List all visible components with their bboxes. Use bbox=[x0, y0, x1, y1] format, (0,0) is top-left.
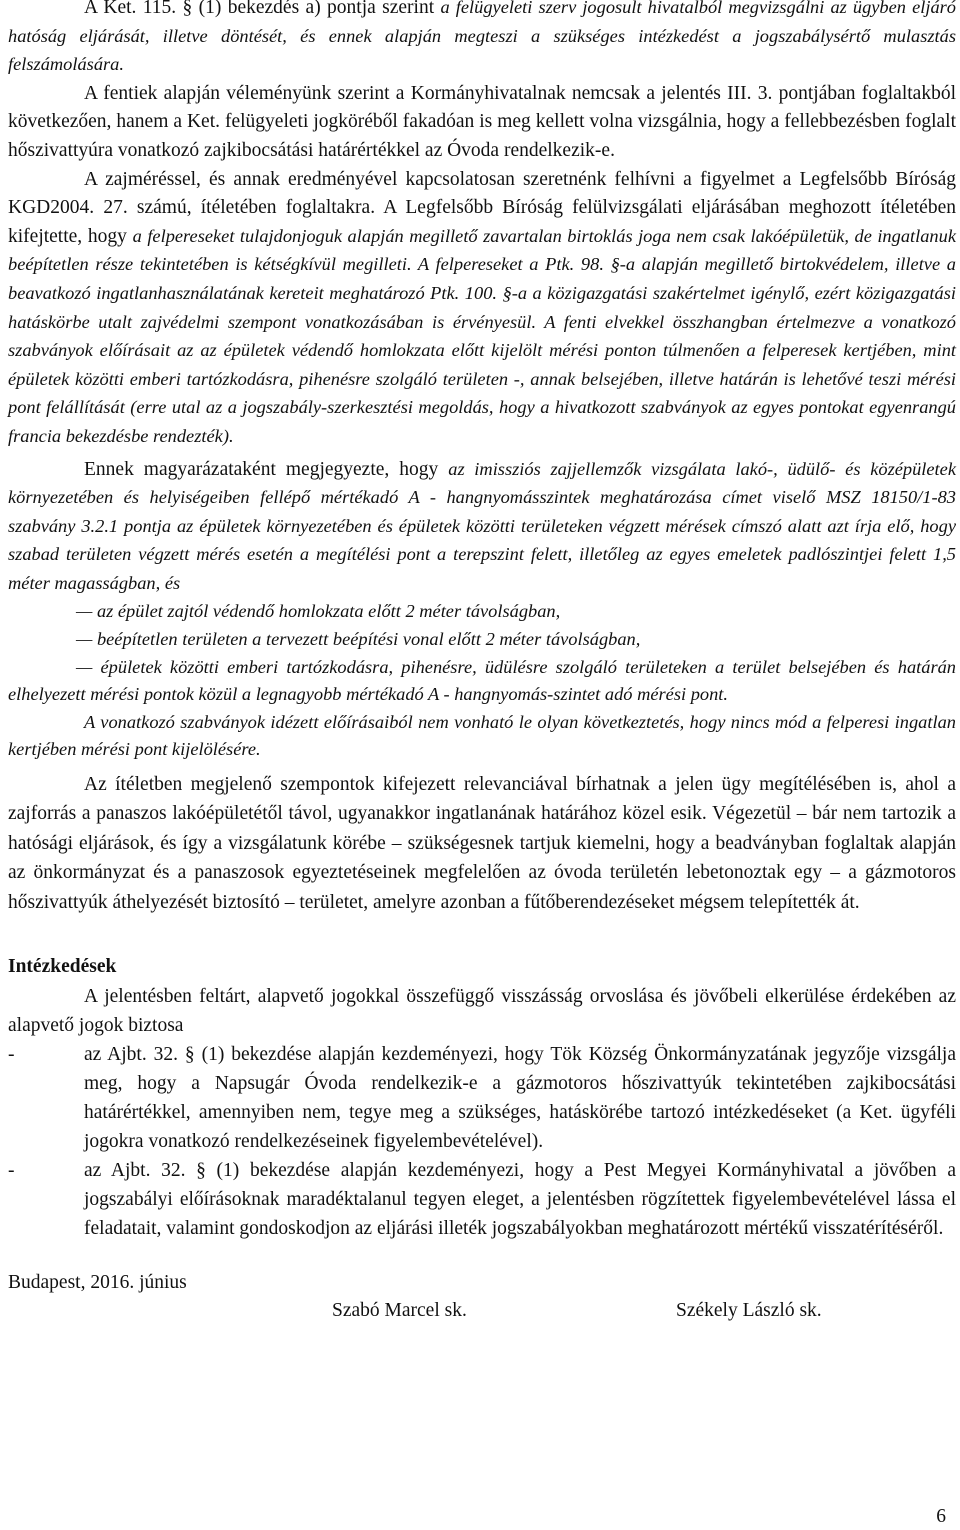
signature-szabo: Szabó Marcel sk. bbox=[332, 1300, 467, 1322]
measures-item-2 bbox=[8, 1156, 956, 1243]
bullet-mark: - bbox=[8, 1159, 15, 1181]
quoted-text: a felügyeleti szerv jogosult hivatalból megvizsgálni az ügyben eljáró hatóság eljárását, illetve döntését, és ennek alapján megteszi a szükséges intézkedést a jogszabálysértő mulasztás felszámolására. bbox=[8, 0, 956, 75]
measures-item-text: az Ajbt. 32. § (1) bekezdése alapján kezdeményezi, hogy a Pest Megyei Kormányhivatal a jövőben a jogszabályi előírásoknak maradéktalanul tegyen eleget, a jelentésben rögzítettek figyelembevételével lássa el feladatait, valamint gondoskodjon az eljárási illeték jogszabályokban meghatározott mértékű visszatérítéséről. bbox=[84, 1159, 956, 1239]
measures-item-1 bbox=[8, 1040, 956, 1156]
dash-item-text: — épületek közötti emberi tartózkodásra, pihenésre, üdülésre szolgáló területeken a terület belsejében és határán elhelyezett mérési pontok közül a legnagyobb mértékadó A - hangnyomás-szintet adó mérési pont. bbox=[8, 656, 956, 705]
bullet-mark: - bbox=[8, 1043, 15, 1065]
paragraph-szabvany: A vonatkozó szabványok idézett előírásaiból nem vonható le olyan következtetés, hogy nincs mód a felperesi ingatlan kertjében mérési pont kijelölésére. bbox=[8, 711, 956, 760]
document-page bbox=[8, 0, 956, 1357]
spacer bbox=[8, 917, 956, 945]
paragraph-iteletben: Az ítéletben megjelenő szempontok kifejezett relevanciával bírhatnak a jelen ügy megítélésében is, ahol a zajforrás a panaszos lakóépületétől távol, ugyanakkor ingatlanának határához közel esik. Végezetül – bár nem tartozik a hatósági eljárások, és így a vizsgálatunk körébe – szükségesnek tartjuk kiemelni, hogy a beadványban foglaltak alapján az önkormányzat és a panaszosok egyeztetéseinek megfelelően az óvoda területén lebetonoztak egy – a gázmotoros hőszivattyúk áthelyezését biztosító – területet, amelyre azonban a fűtőberendezéseket mégsem telepítették át. bbox=[8, 774, 956, 913]
page-number: 6 bbox=[936, 1506, 946, 1527]
measures-intro: A jelentésben feltárt, alapvető jogokkal összefüggő visszásság orvoslása és jövőbeli elkerülése érdekében az alapvető jogok biztosa bbox=[8, 985, 956, 1036]
dash-item bbox=[8, 654, 956, 709]
quoted-text: a felpereseket tulajdonjoguk alapján megillető zavartalan birtoklás joga nem csak lakóépületük, de ingatlanuk beépítetlen része tekintetében is kétségkívül megilleti. A felpereseket a Ptk. 98. §-a alapján megillető birtokvédelem, illetve a beavatkozó ingatlanhasználatának kereteit meghatározó Ptk. 100. §-a a közigazgatási szakértelmet igénylő, ezért közigazgatási hatáskörbe utalt zajvédelmi szempont vonatkozásában is érvényesül. A fenti elvekkel összhangban értelmezve a vonatkozó szabványok előírásait az az épületek védendő homlokzata előtt kijelölt mérési ponton túlmenően a felperesek kertjében, mint épületek közötti emberi tartózkodásra, pihenésre szolgáló területen -, annak belsejében, illetve határán is lehetővé teszi mérési pont felállítását (erre utal az a jogszabály-szerkesztési megoldás, hogy a hivatkozott szabványok az egyes pontokat egyenrangú francia bekezdésbe rendezték). bbox=[8, 225, 956, 446]
spacer bbox=[8, 1243, 956, 1269]
paragraph-kormanyhivatal: A fentiek alapján véleményünk szerint a Kormányhivatalnak nemcsak a jelentés III. 3. pontjában foglaltakból következően, hanem a Ket. felügyeleti jogköréből fakadóan is meg kellett volna vizsgálnia, hogy a fellebbezésben foglalt hőszivattyúra vonatkozó zajkibocsátási határértékkel az Óvoda rendelkezik-e. bbox=[8, 82, 956, 161]
paragraph-magyarazat bbox=[8, 456, 956, 599]
place-date: Budapest, 2016. június bbox=[8, 1271, 187, 1293]
section-heading: Intézkedések bbox=[8, 956, 117, 978]
paragraph-text: Ennek magyarázataként megjegyezte, hogy bbox=[84, 458, 449, 480]
dash-item: — beépítetlen területen a tervezett beépítési vonal előtt 2 méter távolságban, bbox=[76, 629, 641, 650]
quoted-text: az imissziós zajjellemzők vizsgálata lakó-, üdülő- és középületek környezetében és helyiségeiben fellépő mértékadó A - hangnyomásszintek meghatározása címet viselő MSZ 18150/1-83 szabvány 3.2.1 pontja az épületek környezetében és épületek közötti területeken végzett mérések címszó alatt azt írja elő, hogy szabad területen végzett mérés esetén a megítélési pont a terepszint felett, illetőleg az egyes emeletek padlószintjei felett 1,5 méter magasságban, és bbox=[8, 458, 956, 593]
paragraph-ket-115 bbox=[8, 0, 956, 80]
signatures bbox=[8, 1297, 956, 1357]
paragraph-zajmeres bbox=[8, 166, 956, 452]
signature-szekely: Székely László sk. bbox=[676, 1300, 822, 1322]
dash-item: — az épület zajtól védendő homlokzata előtt 2 méter távolságban, bbox=[76, 601, 561, 622]
paragraph-text: A zajméréssel, és annak eredményével kapcsolatosan szeretnénk felhívni a figyelmet a Legfelsőbb Bíróság KGD2004. 27. számú, ítéletében foglaltakra. A Legfelsőbb Bíróság felülvizsgálati eljárásában meghozott ítéletében kifejtette, hogy bbox=[8, 168, 956, 247]
measures-item-text: az Ajbt. 32. § (1) bekezdése alapján kezdeményezi, hogy Tök Község Önkormányzatának jegyzője vizsgálja meg, hogy a Napsugár Óvoda rendelkezik-e a gázmotoros hőszivattyúk tekintetében zajkibocsátási határértékkel, amennyiben nem, tegye meg a szükséges, hatáskörébe tartozó intézkedéseket (a Ket. ügyféli jogokra vonatkozó rendelkezéseinek figyelembevételével). bbox=[84, 1043, 956, 1152]
paragraph-text: A Ket. 115. § (1) bekezdés a) pontja szerint bbox=[84, 0, 441, 18]
